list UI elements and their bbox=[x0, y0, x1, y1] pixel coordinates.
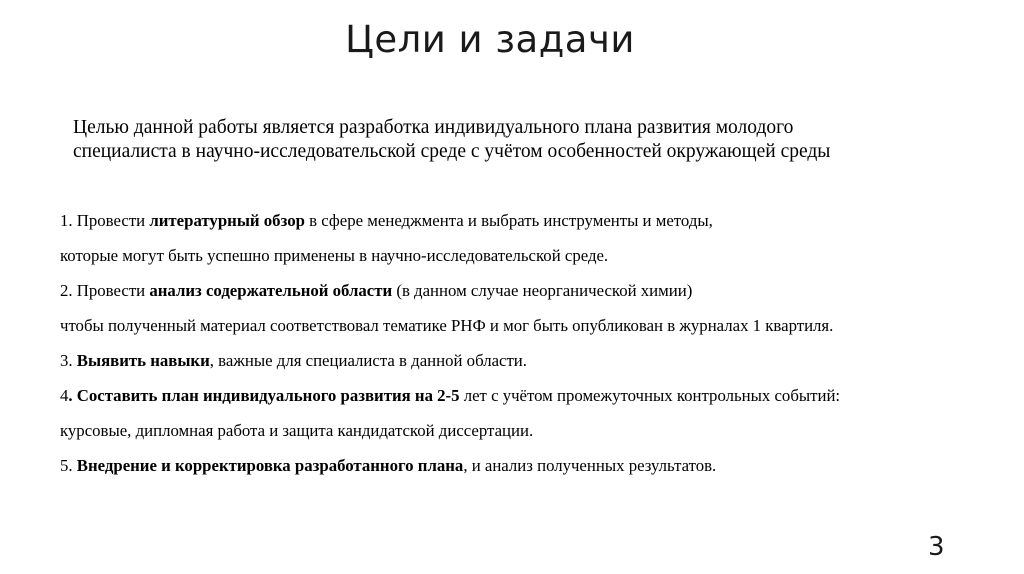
task-text: (в данном случае неорганической химии) bbox=[392, 281, 693, 300]
task-text: в сфере менеджмента и выбрать инструменты и методы, bbox=[304, 211, 713, 230]
task-text: 5. bbox=[60, 456, 77, 475]
task-line bbox=[60, 453, 1010, 488]
slide-title: Цели и задачи bbox=[345, 18, 635, 61]
task-text: 4 bbox=[60, 386, 69, 405]
task-text: , важные для специалиста в данной области. bbox=[209, 351, 527, 370]
task-text: 3. bbox=[60, 351, 77, 370]
task-text: которые могут быть успешно применены в научно-исследовательской среде. bbox=[60, 246, 609, 265]
task-line bbox=[60, 243, 1010, 278]
task-line bbox=[60, 383, 1010, 418]
task-list bbox=[60, 208, 1010, 488]
task-text: курсовые, дипломная работа и защита кандидатской диссертации. bbox=[60, 421, 534, 440]
page-number: 3 bbox=[928, 532, 945, 562]
task-text: , и анализ полученных результатов. bbox=[463, 456, 717, 475]
task-line bbox=[60, 208, 1010, 243]
goal-line: специалиста в научно-исследовательской среде с учётом особенностей окружающей среды bbox=[73, 141, 831, 162]
task-text: 2. Провести bbox=[60, 281, 150, 300]
task-line bbox=[60, 278, 1010, 313]
task-line bbox=[60, 418, 1010, 453]
task-emphasis: литературный обзор bbox=[149, 211, 305, 230]
task-text: лет с учётом промежуточных контрольных событий: bbox=[459, 386, 841, 405]
task-line bbox=[60, 313, 1010, 348]
task-line bbox=[60, 348, 1010, 383]
task-text: чтобы полученный материал соответствовал тематике РНФ и мог быть опубликован в журналах 1 квартиля. bbox=[60, 316, 834, 335]
goal-line: Целью данной работы является разработка индивидуального плана развития молодого bbox=[73, 117, 794, 138]
task-emphasis: Внедрение и корректировка разработанного плана bbox=[76, 456, 464, 475]
goal-statement bbox=[73, 116, 973, 164]
task-emphasis: анализ содержательной области bbox=[149, 281, 393, 300]
task-emphasis: Выявить навыки bbox=[76, 351, 210, 370]
task-text: 1. Провести bbox=[60, 211, 150, 230]
task-emphasis: . Составить план индивидуального развития на 2-5 bbox=[68, 386, 460, 405]
